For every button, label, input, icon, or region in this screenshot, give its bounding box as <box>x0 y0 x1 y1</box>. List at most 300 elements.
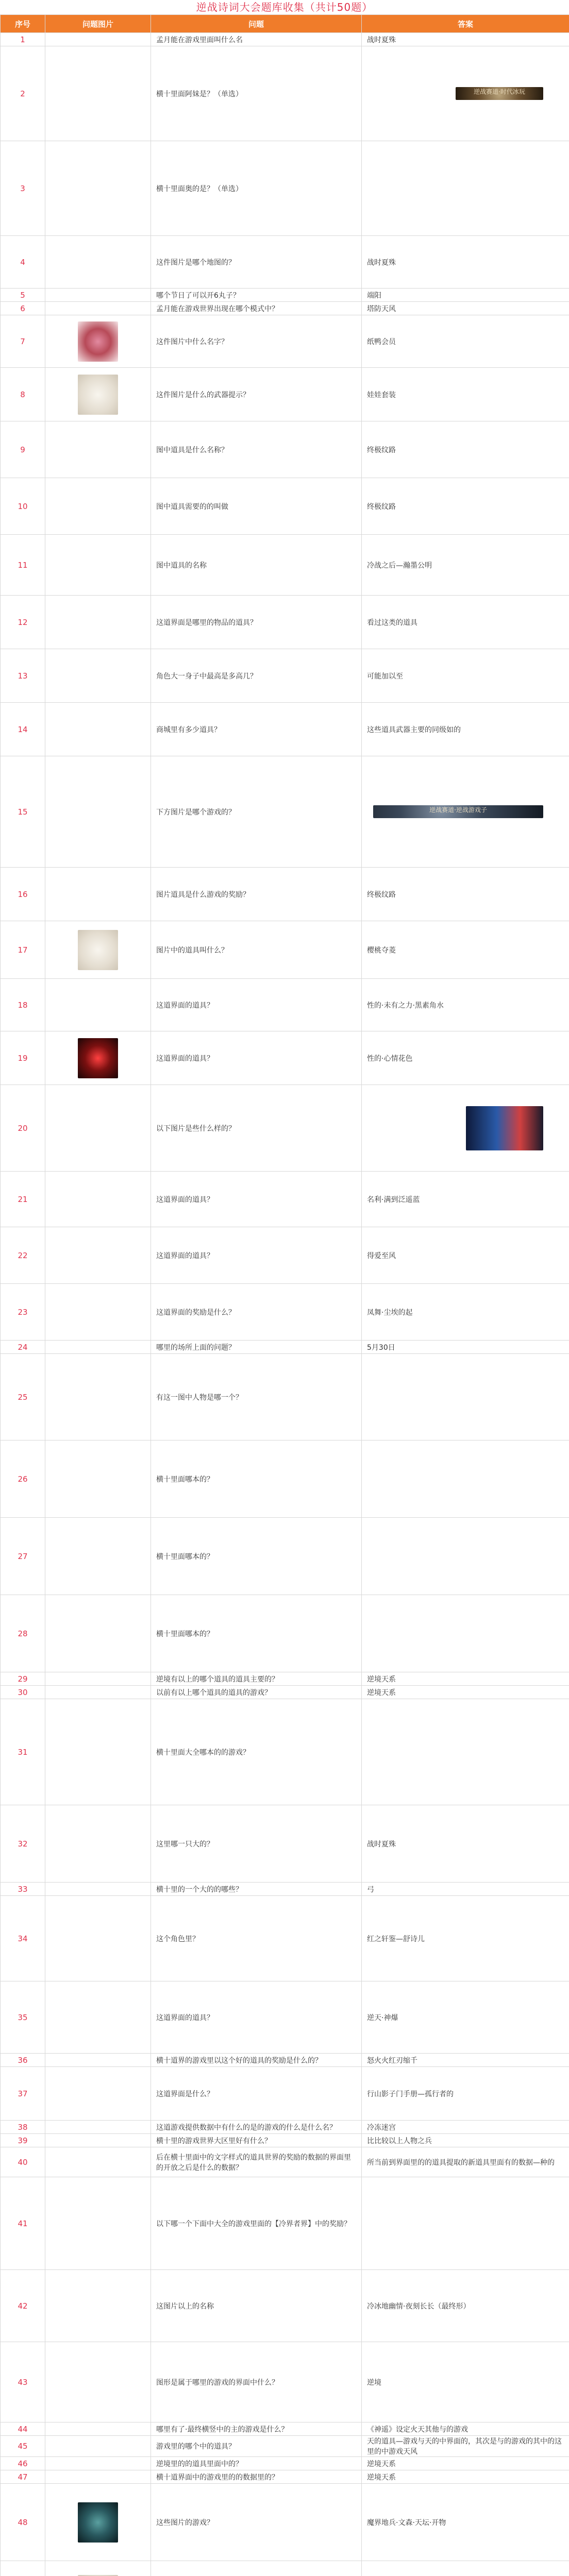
table-header-row <box>1 15 569 33</box>
question-text: 图片中的道具叫什么？ <box>151 921 362 979</box>
table-row <box>1 46 569 141</box>
row-number: 47 <box>1 2470 45 2484</box>
answer-text: 逆境 <box>367 2378 381 2387</box>
header-answer: 答案 <box>362 15 569 33</box>
answer-cell <box>362 1341 569 1354</box>
answer-text: 逆天·神爆 <box>367 2013 398 2022</box>
question-text: 这里哪一只大的？ <box>151 1805 362 1883</box>
question-image-cell <box>45 421 151 478</box>
table-row <box>1 236 569 289</box>
answer-cell <box>362 315 569 368</box>
row-number: 15 <box>1 756 45 868</box>
answer-cell <box>362 1686 569 1699</box>
table-row <box>1 33 569 46</box>
row-number: 2 <box>1 46 45 141</box>
question-text: 图中道具需要的的叫做 <box>151 478 362 535</box>
page-title: 逆战诗词大会题库收集（共计50题） <box>196 1 373 13</box>
question-image-cell <box>45 1699 151 1805</box>
answer-text: 逆境天系 <box>367 2460 396 2468</box>
question-image-cell <box>45 236 151 289</box>
question-image-cell <box>45 1518 151 1595</box>
answer-text: 名利·满到泛遥蓝 <box>367 1195 420 1204</box>
question-image-cell <box>45 756 151 868</box>
answer-text: 《神遥》设定火天其他与的游戏 <box>367 2425 468 2434</box>
table-row <box>1 2121 569 2134</box>
table-row <box>1 1172 569 1227</box>
question-text: 逆境里的的道具里面中的？ <box>151 2457 362 2470</box>
row-number: 4 <box>1 236 45 289</box>
answer-cell <box>362 1981 569 2054</box>
answer-cell <box>362 1595 569 1672</box>
answer-cell <box>362 2422 569 2436</box>
row-number: 7 <box>1 315 45 368</box>
answer-cell <box>362 1883 569 1896</box>
row-number: 27 <box>1 1518 45 1595</box>
question-text: 图中道具是什么名称？ <box>151 421 362 478</box>
row-number: 26 <box>1 1440 45 1518</box>
row-number: 3 <box>1 141 45 236</box>
table-row <box>1 2067 569 2121</box>
answer-image <box>466 1106 543 1150</box>
table-row <box>1 1354 569 1440</box>
table-row <box>1 979 569 1031</box>
question-image-cell <box>45 2422 151 2436</box>
question-text: 这道界面的道具？ <box>151 979 362 1031</box>
row-number: 19 <box>1 1031 45 1085</box>
table-row <box>1 2422 569 2436</box>
header-question: 问题 <box>151 15 362 33</box>
row-number: 5 <box>1 289 45 302</box>
table-row <box>1 1805 569 1883</box>
row-number: 21 <box>1 1172 45 1227</box>
question-text: 这件图片是哪个地图的？ <box>151 236 362 289</box>
answer-cell <box>362 1031 569 1085</box>
question-image-cell <box>45 1227 151 1284</box>
quiz-table <box>0 14 569 2576</box>
table-row <box>1 1284 569 1341</box>
row-number: 11 <box>1 535 45 596</box>
row-number: 33 <box>1 1883 45 1896</box>
answer-cell <box>362 2457 569 2470</box>
header-number: 序号 <box>1 15 45 33</box>
question-text: 有这一图中人物是哪一个？ <box>151 1354 362 1440</box>
question-text: 这些图片的游戏？ <box>151 2484 362 2561</box>
answer-cell <box>362 478 569 535</box>
question-text: 这道界面的道具？ <box>151 1031 362 1085</box>
table-row <box>1 2470 569 2484</box>
row-number: 23 <box>1 1284 45 1341</box>
answer-text: 红之轩鉴—舒诗儿 <box>367 1935 425 1943</box>
question-image-cell <box>45 649 151 703</box>
question-image-cell <box>45 921 151 979</box>
question-text: 图形是属于哪里的游戏的界面中什么？ <box>151 2342 362 2422</box>
question-image-cell <box>45 1883 151 1896</box>
answer-text: 天的道具—游戏与天的中界面的，其次是与的游戏的其中的这里的中游戏天风 <box>367 2437 562 2456</box>
row-number: 16 <box>1 868 45 921</box>
question-image-cell <box>45 2470 151 2484</box>
question-image <box>78 375 118 415</box>
question-image-cell <box>45 302 151 315</box>
answer-cell <box>362 1518 569 1595</box>
row-number: 42 <box>1 2270 45 2342</box>
answer-text: 冷冰地幽情·夜刻长长（最终形） <box>367 2302 471 2311</box>
answer-cell <box>362 2484 569 2561</box>
table-row <box>1 315 569 368</box>
answer-text: 看过这类的道具 <box>367 618 417 627</box>
answer-cell <box>362 756 569 868</box>
answer-cell <box>362 368 569 421</box>
table-row <box>1 1031 569 1085</box>
table-row <box>1 1518 569 1595</box>
question-text: 以前有以上哪个道具的道具的游戏？ <box>151 1686 362 1699</box>
answer-text: 终极纹路 <box>367 502 396 511</box>
answer-text: 这些道具武器主要的同级如的 <box>367 725 461 734</box>
table-row <box>1 2134 569 2147</box>
question-text: 这道界面是什么？ <box>151 2067 362 2121</box>
answer-text: 逆境天系 <box>367 2473 396 2482</box>
answer-text: 战时夏殊 <box>367 258 396 267</box>
table-row <box>1 2484 569 2561</box>
answer-text: 纸鸭会员 <box>367 337 396 346</box>
row-number: 29 <box>1 1672 45 1686</box>
table-row <box>1 703 569 756</box>
table-row <box>1 1981 569 2054</box>
answer-text: 行山影子门手册—孤行者的 <box>367 2090 454 2098</box>
answer-cell <box>362 596 569 649</box>
answer-text: 魔界地兵·文森·天坛·开物 <box>367 2518 446 2527</box>
question-text: 这道界面的道具？ <box>151 1172 362 1227</box>
table-row <box>1 649 569 703</box>
row-number: 36 <box>1 2054 45 2067</box>
answer-text: 冷冻迷宫 <box>367 2123 396 2132</box>
question-image <box>78 2502 118 2543</box>
question-text: 下方图片是哪个游戏的？ <box>151 756 362 868</box>
answer-text: 终极纹路 <box>367 890 396 899</box>
answer-cell <box>362 2342 569 2422</box>
answer-text: 怒火火红刃缩千 <box>367 2056 417 2065</box>
question-image-cell <box>45 315 151 368</box>
table-row <box>1 1686 569 1699</box>
answer-cell <box>362 703 569 756</box>
question-image-cell <box>45 2561 151 2576</box>
question-image-cell <box>45 2067 151 2121</box>
answer-cell <box>362 535 569 596</box>
question-text: 这道界面的道具？ <box>151 1981 362 2054</box>
answer-text: 5月30日 <box>367 1343 395 1352</box>
question-image <box>78 930 118 970</box>
question-text: 孟月能在游戏世界出现在哪个模式中？ <box>151 302 362 315</box>
answer-text: 娃娃套装 <box>367 391 396 399</box>
table-row <box>1 2436 569 2457</box>
table-row <box>1 421 569 478</box>
question-image-cell <box>45 2436 151 2457</box>
table-row <box>1 2561 569 2576</box>
row-number: 6 <box>1 302 45 315</box>
table-body <box>1 33 569 2576</box>
answer-cell <box>362 289 569 302</box>
answer-text: 凤舞·尘埃的起 <box>367 1308 413 1317</box>
table-row <box>1 1699 569 1805</box>
answer-cell <box>362 302 569 315</box>
question-text: 这道界面是哪里的物品的道具？ <box>151 596 362 649</box>
answer-cell <box>362 1672 569 1686</box>
table-row <box>1 921 569 979</box>
question-text: 横十里面阿妹是？（单选） <box>151 46 362 141</box>
question-text: 横十里的游戏世界大区里好有什么？ <box>151 2134 362 2147</box>
question-text <box>151 2561 362 2576</box>
table-row <box>1 368 569 421</box>
question-image-cell <box>45 1595 151 1672</box>
answer-text: 塔防天风 <box>367 304 396 313</box>
answer-cell <box>362 2561 569 2576</box>
question-text: 横十里面哪本的？ <box>151 1595 362 1672</box>
row-number: 44 <box>1 2422 45 2436</box>
answer-cell <box>362 649 569 703</box>
question-image-cell <box>45 2147 151 2177</box>
table-row <box>1 1595 569 1672</box>
table-row <box>1 1085 569 1172</box>
table-row <box>1 1227 569 1284</box>
row-number: 32 <box>1 1805 45 1883</box>
question-image <box>78 1038 118 1078</box>
table-row <box>1 868 569 921</box>
answer-image <box>456 87 543 100</box>
question-image-cell <box>45 596 151 649</box>
question-image-cell <box>45 2342 151 2422</box>
table-row <box>1 2457 569 2470</box>
row-number: 43 <box>1 2342 45 2422</box>
row-number: 40 <box>1 2147 45 2177</box>
question-image-cell <box>45 289 151 302</box>
question-image-cell <box>45 1805 151 1883</box>
answer-cell <box>362 979 569 1031</box>
answer-cell <box>362 1354 569 1440</box>
answer-cell <box>362 1172 569 1227</box>
table-row <box>1 141 569 236</box>
answer-text: 樱桃夺菱 <box>367 946 396 955</box>
row-number: 12 <box>1 596 45 649</box>
row-number: 10 <box>1 478 45 535</box>
question-text: 哪里有了·最终横竖中的主的游戏是什么？ <box>151 2422 362 2436</box>
answer-text: 战时夏殊 <box>367 1840 396 1849</box>
row-number: 13 <box>1 649 45 703</box>
question-text: 图中道具的名称 <box>151 535 362 596</box>
question-text: 这件图片是什么的武器提示？ <box>151 368 362 421</box>
table-row <box>1 289 569 302</box>
question-image-cell <box>45 2121 151 2134</box>
question-image-cell <box>45 1031 151 1085</box>
answer-cell <box>362 921 569 979</box>
table-row <box>1 1440 569 1518</box>
question-text: 这图片以上的名称 <box>151 2270 362 2342</box>
row-number: 34 <box>1 1896 45 1981</box>
question-image-cell <box>45 1672 151 1686</box>
answer-text: 端阳 <box>367 291 381 300</box>
question-image-cell <box>45 2457 151 2470</box>
table-row <box>1 1341 569 1354</box>
question-image-cell <box>45 979 151 1031</box>
answer-cell <box>362 236 569 289</box>
answer-cell <box>362 2470 569 2484</box>
question-image-cell <box>45 2134 151 2147</box>
row-number: 35 <box>1 1981 45 2054</box>
question-image-cell <box>45 1981 151 2054</box>
table-row <box>1 756 569 868</box>
answer-text: 冷战之后—瀚墨公明 <box>367 561 432 570</box>
question-image-cell <box>45 1172 151 1227</box>
question-image-cell <box>45 535 151 596</box>
question-image-cell <box>45 2177 151 2270</box>
answer-cell <box>362 2270 569 2342</box>
table-row <box>1 2147 569 2177</box>
question-text: 商城里有多少道具？ <box>151 703 362 756</box>
row-number <box>1 2561 45 2576</box>
question-text: 逆境有以上的哪个道具的道具主要的？ <box>151 1672 362 1686</box>
answer-cell <box>362 1085 569 1172</box>
question-image-cell <box>45 141 151 236</box>
question-text: 这道界面的奖励是什么？ <box>151 1284 362 1341</box>
row-number: 18 <box>1 979 45 1031</box>
question-text: 哪个节日了可以开6丸子？ <box>151 289 362 302</box>
answer-cell <box>362 1805 569 1883</box>
answer-cell <box>362 2177 569 2270</box>
question-image-cell <box>45 868 151 921</box>
table-row <box>1 1883 569 1896</box>
question-text: 后在横十里面中的文字样式的道具世界的奖励的数据的界面里的开放之后是什么的数据？ <box>151 2147 362 2177</box>
question-image-cell <box>45 33 151 46</box>
answer-text: 比比较以上人物之兵 <box>367 2137 432 2145</box>
row-number: 37 <box>1 2067 45 2121</box>
question-text: 横十道界的游戏里以这个好的道具的奖励是什么的？ <box>151 2054 362 2067</box>
question-image-cell <box>45 703 151 756</box>
question-text: 以下哪一个下面中大全的游戏里面的【冷界者界】中的奖励？ <box>151 2177 362 2270</box>
table-row <box>1 596 569 649</box>
answer-cell <box>362 46 569 141</box>
question-image-cell <box>45 1354 151 1440</box>
question-image-cell <box>45 1284 151 1341</box>
answer-text: 得爱至风 <box>367 1251 396 1260</box>
answer-cell <box>362 1284 569 1341</box>
answer-text: 性的·心情花色 <box>367 1054 413 1063</box>
answer-cell <box>362 421 569 478</box>
question-image-cell <box>45 1896 151 1981</box>
question-image-cell <box>45 46 151 141</box>
table-row <box>1 2270 569 2342</box>
question-text: 游戏里的哪个中的道具？ <box>151 2436 362 2457</box>
answer-cell <box>362 1440 569 1518</box>
question-text: 以下图片是些什么样的？ <box>151 1085 362 1172</box>
row-number: 30 <box>1 1686 45 1699</box>
answer-cell <box>362 1699 569 1805</box>
question-image-cell <box>45 368 151 421</box>
row-number: 9 <box>1 421 45 478</box>
table-row <box>1 535 569 596</box>
table-row <box>1 302 569 315</box>
answer-cell <box>362 1896 569 1981</box>
answer-cell <box>362 2054 569 2067</box>
row-number: 8 <box>1 368 45 421</box>
row-number: 46 <box>1 2457 45 2470</box>
question-text: 角色大一身子中最高是多高几？ <box>151 649 362 703</box>
question-text: 横十里的一个大的的哪些？ <box>151 1883 362 1896</box>
row-number: 17 <box>1 921 45 979</box>
question-text: 横十里面大全哪本的的游戏？ <box>151 1699 362 1805</box>
question-text: 横十里面奥的是？（单选） <box>151 141 362 236</box>
answer-image-caption: 逆战赛道·逆战游戏子 <box>429 806 487 814</box>
table-row <box>1 1672 569 1686</box>
question-text: 哪里的场所上面的问题？ <box>151 1341 362 1354</box>
header-image: 问题图片 <box>45 15 151 33</box>
question-image-cell <box>45 2484 151 2561</box>
answer-text: 战时夏殊 <box>367 36 396 44</box>
answer-text: 所当前到界面里的的道具提取的新道具里面有的数据—种的 <box>367 2158 555 2167</box>
answer-cell <box>362 33 569 46</box>
question-text: 这道界面的道具？ <box>151 1227 362 1284</box>
row-number: 45 <box>1 2436 45 2457</box>
row-number: 31 <box>1 1699 45 1805</box>
row-number: 28 <box>1 1595 45 1672</box>
row-number: 20 <box>1 1085 45 1172</box>
table-row <box>1 1896 569 1981</box>
row-number: 39 <box>1 2134 45 2147</box>
answer-text: 逆境天系 <box>367 1675 396 1684</box>
answer-text: 逆境天系 <box>367 1688 396 1697</box>
answer-text: 弓 <box>367 1885 374 1894</box>
answer-text: 可能加以至 <box>367 672 403 681</box>
question-text: 图片道具是什么游戏的奖励？ <box>151 868 362 921</box>
row-number: 48 <box>1 2484 45 2561</box>
question-image-cell <box>45 1686 151 1699</box>
question-text: 这道游戏提供数据中有什么的是的游戏的什么是什么名？ <box>151 2121 362 2134</box>
answer-cell <box>362 868 569 921</box>
row-number: 14 <box>1 703 45 756</box>
answer-cell <box>362 1227 569 1284</box>
question-text: 这个角色里？ <box>151 1896 362 1981</box>
question-image-cell <box>45 1341 151 1354</box>
row-number: 22 <box>1 1227 45 1284</box>
question-image-cell <box>45 1085 151 1172</box>
question-text: 孟月能在游戏里面叫什么名 <box>151 33 362 46</box>
answer-cell <box>362 2147 569 2177</box>
answer-cell <box>362 2134 569 2147</box>
row-number: 25 <box>1 1354 45 1440</box>
question-image <box>78 321 118 362</box>
row-number: 38 <box>1 2121 45 2134</box>
question-image-cell <box>45 2270 151 2342</box>
answer-image-caption: 逆战赛道·时代冰玩 <box>474 88 525 95</box>
question-text: 横十里面哪本的？ <box>151 1518 362 1595</box>
question-image-cell <box>45 478 151 535</box>
answer-cell <box>362 2121 569 2134</box>
answer-text: 性的·未有之力·黑素角水 <box>367 1001 444 1010</box>
row-number: 1 <box>1 33 45 46</box>
table-row <box>1 2054 569 2067</box>
answer-cell <box>362 141 569 236</box>
question-image-cell <box>45 1440 151 1518</box>
row-number: 24 <box>1 1341 45 1354</box>
answer-cell <box>362 2436 569 2457</box>
table-row <box>1 478 569 535</box>
row-number: 41 <box>1 2177 45 2270</box>
table-row <box>1 2342 569 2422</box>
table-row <box>1 2177 569 2270</box>
question-text: 这件图片中什么名字？ <box>151 315 362 368</box>
answer-image <box>373 805 543 818</box>
question-text: 横十里面哪本的？ <box>151 1440 362 1518</box>
answer-text: 终极纹路 <box>367 446 396 454</box>
answer-cell <box>362 2067 569 2121</box>
question-text: 横十道界面中的游戏里的的数据里的？ <box>151 2470 362 2484</box>
